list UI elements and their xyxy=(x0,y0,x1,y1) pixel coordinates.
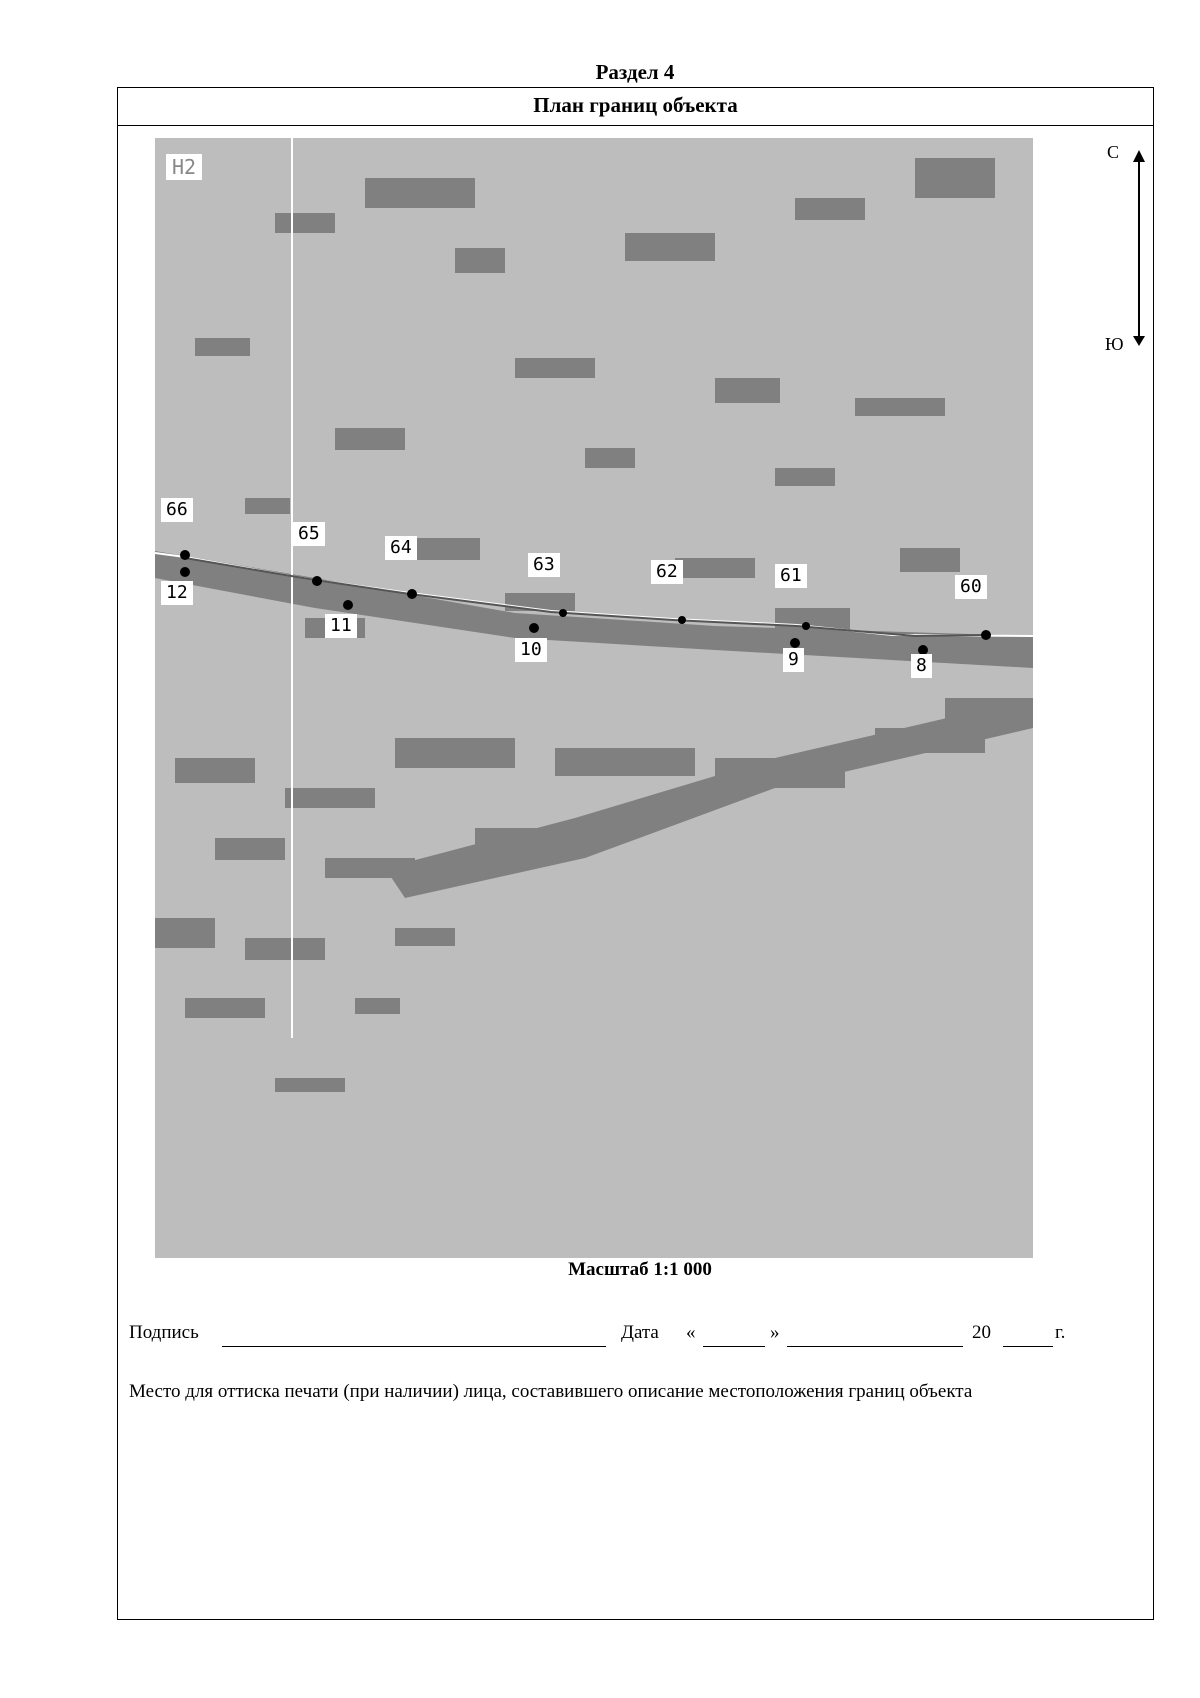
compass-line xyxy=(1138,158,1140,338)
signature-label: Подпись xyxy=(129,1322,199,1343)
point-label-62: 62 xyxy=(651,560,683,584)
quote-open: « xyxy=(686,1322,696,1343)
map-canvas xyxy=(155,138,1033,1258)
signature-row xyxy=(129,1322,1139,1352)
south-arrow-icon xyxy=(1133,336,1145,346)
compass-south-label: Ю xyxy=(1105,334,1124,354)
signature-field[interactable] xyxy=(222,1346,606,1347)
point-label-61: 61 xyxy=(775,564,807,588)
scale-label: Масштаб 1:1 000 xyxy=(568,1259,712,1280)
point-label-8: 8 xyxy=(911,654,932,678)
date-label: Дата xyxy=(621,1322,659,1343)
point-label-60: 60 xyxy=(955,575,987,599)
month-field[interactable] xyxy=(787,1346,963,1347)
boundary-map xyxy=(155,138,1033,1258)
point-label-12: 12 xyxy=(161,581,193,605)
section-title: Раздел 4 xyxy=(595,60,675,84)
frame-header-title: План границ объекта xyxy=(118,88,1153,126)
point-label-10: 10 xyxy=(515,638,547,662)
point-label-11: 11 xyxy=(325,614,357,638)
point-label-63: 63 xyxy=(528,553,560,577)
year-field[interactable] xyxy=(1003,1346,1053,1347)
point-label-64: 64 xyxy=(385,536,417,560)
compass-north-label: С xyxy=(1107,142,1120,162)
year-suffix: г. xyxy=(1055,1322,1066,1343)
sheet-label: Н2 xyxy=(166,154,202,180)
stamp-note: Место для оттиска печати (при наличии) лица, составившего описание местоположения границ объекта xyxy=(129,1381,973,1402)
point-label-9: 9 xyxy=(783,648,804,672)
quote-close: » xyxy=(770,1322,780,1343)
point-label-65: 65 xyxy=(293,522,325,546)
year-prefix: 20 xyxy=(972,1322,991,1343)
day-field[interactable] xyxy=(703,1346,765,1347)
point-label-66: 66 xyxy=(161,498,193,522)
compass xyxy=(1095,138,1165,358)
terrain-band xyxy=(385,698,1033,898)
